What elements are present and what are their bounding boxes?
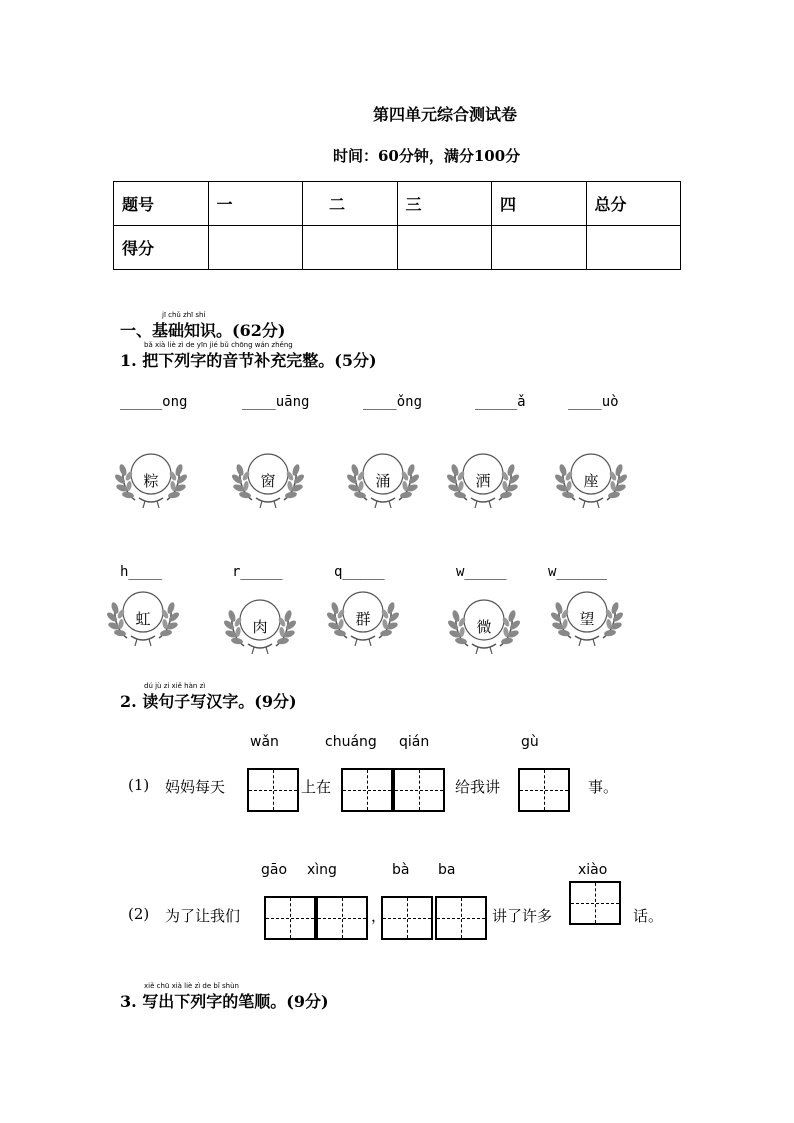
question-1-title: 1. 把下列字的音节补充完整。(5分) bbox=[120, 351, 377, 370]
table-cell: 题号 bbox=[114, 182, 209, 226]
table-cell: 三 bbox=[397, 182, 492, 226]
wreath-icon bbox=[447, 446, 519, 510]
sentence-text: 给我讲 bbox=[455, 778, 501, 796]
section-heading: 一、基础知识。(62分) bbox=[120, 321, 286, 340]
pinyin-prompt: wǎn bbox=[250, 734, 279, 750]
hanzi-character: 微 bbox=[476, 618, 492, 636]
pinyin-blank[interactable]: ____uāng bbox=[242, 394, 310, 410]
hanzi-character: 望 bbox=[579, 610, 595, 628]
score-input-cell[interactable] bbox=[492, 226, 587, 270]
score-table-header-row bbox=[114, 182, 681, 226]
pinyin-blank[interactable]: ____uò bbox=[568, 394, 619, 410]
hanzi-character: 涌 bbox=[375, 472, 391, 490]
pinyin-prompt: bà bbox=[392, 862, 410, 878]
sentence-label: (2) bbox=[128, 905, 150, 923]
tian-grid-box[interactable] bbox=[381, 896, 433, 940]
score-table bbox=[113, 181, 681, 270]
pinyin-prompt: xìng bbox=[307, 862, 337, 878]
wreath-icon bbox=[115, 446, 187, 510]
score-input-cell[interactable] bbox=[303, 226, 398, 270]
question-3-title: 3. 写出下列字的笔顺。(9分) bbox=[120, 992, 329, 1011]
section-ruby-pinyin: jī chǔ zhī shí bbox=[162, 311, 206, 319]
table-cell: 二 bbox=[303, 182, 398, 226]
wreath-icon bbox=[327, 584, 399, 648]
pinyin-prompt: qián bbox=[399, 734, 430, 750]
tian-grid-box[interactable] bbox=[569, 881, 621, 925]
score-table-score-row bbox=[114, 226, 681, 270]
table-cell: 总分 bbox=[586, 182, 681, 226]
pinyin-prompt: gù bbox=[521, 734, 539, 750]
table-cell: 得分 bbox=[114, 226, 209, 270]
wreath-icon bbox=[551, 584, 623, 648]
tian-grid-box[interactable] bbox=[435, 896, 487, 940]
table-cell: 一 bbox=[208, 182, 303, 226]
sentence-text: 讲了许多 bbox=[492, 907, 553, 925]
question-2-title: 2. 读句子写汉字。(9分) bbox=[120, 692, 297, 711]
tian-grid-box[interactable] bbox=[341, 768, 393, 812]
wreath-icon bbox=[232, 446, 304, 510]
exam-time-info: 时间：60分钟，满分100分 bbox=[333, 147, 521, 165]
score-input-cell[interactable] bbox=[586, 226, 681, 270]
tian-grid-box[interactable] bbox=[518, 768, 570, 812]
pinyin-blank[interactable]: ____ǒng bbox=[363, 394, 423, 410]
hanzi-character: 粽 bbox=[143, 472, 159, 490]
tian-grid-box[interactable] bbox=[316, 896, 368, 940]
tian-grid-box[interactable] bbox=[393, 768, 445, 812]
score-input-cell[interactable] bbox=[208, 226, 303, 270]
question-ruby-pinyin: xiě chū xià liè zì de bǐ shùn bbox=[144, 982, 239, 990]
hanzi-character: 肉 bbox=[252, 618, 268, 636]
question-ruby-pinyin: dú jù zi xiě hàn zì bbox=[144, 682, 206, 690]
pinyin-blank[interactable]: _____ong bbox=[120, 394, 188, 410]
pinyin-prompt: xiào bbox=[578, 862, 608, 878]
pinyin-blank[interactable]: _____ǎ bbox=[475, 394, 526, 410]
wreath-icon bbox=[107, 584, 179, 648]
sentence-text: 话。 bbox=[633, 907, 664, 925]
pinyin-prompt: ba bbox=[438, 862, 456, 878]
question-ruby-pinyin: bǎ xià liè zì de yīn jié bǔ chōng wán zhěng bbox=[144, 341, 293, 349]
pinyin-blank[interactable]: q_____ bbox=[334, 564, 385, 580]
sentence-text: 上在 bbox=[301, 778, 332, 796]
pinyin-prompt: chuáng bbox=[325, 734, 377, 750]
hanzi-character: 洒 bbox=[475, 472, 491, 490]
hanzi-character: 座 bbox=[583, 472, 599, 490]
sentence-text: ， bbox=[371, 907, 387, 925]
pinyin-blank[interactable]: h____ bbox=[120, 564, 163, 580]
hanzi-character: 群 bbox=[355, 610, 371, 628]
sentence-text: 妈妈每天 bbox=[165, 778, 226, 796]
pinyin-blank[interactable]: w______ bbox=[548, 564, 608, 580]
sentence-text: 事。 bbox=[588, 778, 619, 796]
wreath-icon bbox=[448, 592, 520, 656]
hanzi-character: 窗 bbox=[260, 472, 276, 490]
sentence-label: (1) bbox=[128, 776, 150, 794]
hanzi-character: 虹 bbox=[135, 610, 151, 628]
wreath-icon bbox=[555, 446, 627, 510]
tian-grid-box[interactable] bbox=[247, 768, 299, 812]
sentence-text: 为了让我们 bbox=[165, 907, 241, 925]
pinyin-blank[interactable]: w_____ bbox=[456, 564, 507, 580]
wreath-icon bbox=[224, 592, 296, 656]
table-cell: 四 bbox=[492, 182, 587, 226]
pinyin-blank[interactable]: r_____ bbox=[232, 564, 283, 580]
score-input-cell[interactable] bbox=[397, 226, 492, 270]
wreath-icon bbox=[347, 446, 419, 510]
tian-grid-box[interactable] bbox=[264, 896, 316, 940]
page-title: 第四单元综合测试卷 bbox=[373, 105, 518, 124]
pinyin-prompt: gāo bbox=[261, 862, 288, 878]
